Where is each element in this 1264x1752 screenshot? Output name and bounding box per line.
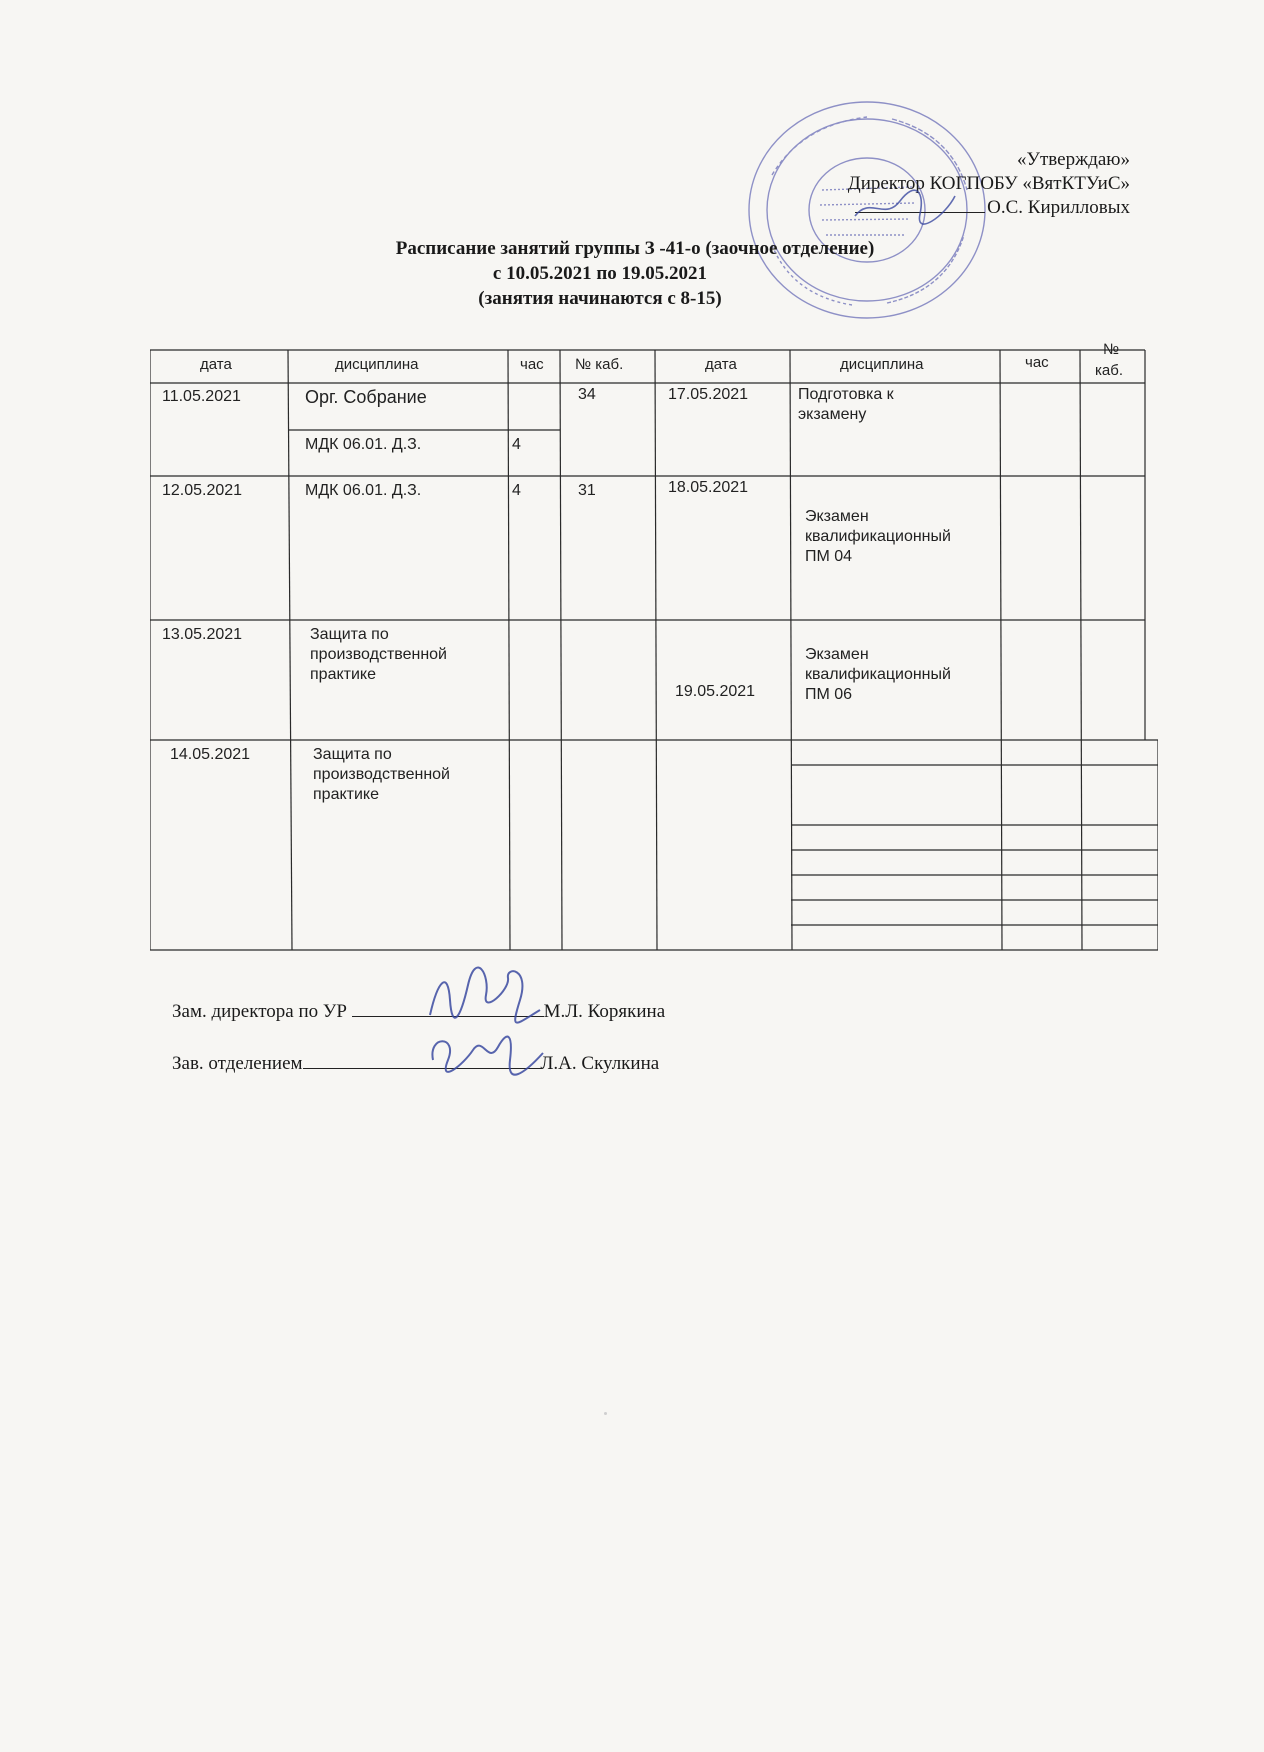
row1-room: 34 xyxy=(578,386,596,403)
row2-discipline: МДК 06.01. Д.З. xyxy=(305,482,422,499)
row1-discipline-1: Орг. Собрание xyxy=(305,387,427,407)
heading-start-time: (занятия начинаются с 8-15) xyxy=(478,288,722,309)
row3-discipline-line2: производственной xyxy=(310,646,447,663)
right-row3-discipline-line3: ПМ 06 xyxy=(805,686,853,703)
right-row3-discipline-line1: Экзамен xyxy=(805,646,869,663)
right-row3-date: 19.05.2021 xyxy=(675,683,756,700)
right-row1-discipline-line1: Подготовка к xyxy=(798,386,894,403)
right-row3-discipline-line2: квалификационный xyxy=(805,666,951,683)
row2-room: 31 xyxy=(578,482,596,499)
row3-discipline-line3: практике xyxy=(310,666,376,683)
table-grid-lines xyxy=(150,335,1158,955)
right-row2-discipline-line2: квалификационный xyxy=(805,528,951,545)
deputy-label: Зам. директора по УР xyxy=(172,1001,347,1022)
deputy-name: М.Л. Корякина xyxy=(543,1001,666,1022)
right-row1-date: 17.05.2021 xyxy=(668,386,749,403)
row3-discipline xyxy=(310,625,447,685)
row4-date: 14.05.2021 xyxy=(170,746,251,763)
header-room-left: № каб. xyxy=(575,356,624,373)
row1-date: 11.05.2021 xyxy=(162,388,241,405)
right-row2-discipline-line1: Экзамен xyxy=(805,508,869,525)
approval-title: «Утверждаю» xyxy=(1017,149,1130,170)
approval-position: Директор КОГПОБУ «ВятКТУиС» xyxy=(847,173,1130,194)
right-row1-discipline-line2: экзамену xyxy=(798,406,867,423)
row2-date: 12.05.2021 xyxy=(162,482,243,499)
header-date-right: дата xyxy=(705,356,737,373)
header-hours-left: час xyxy=(520,356,544,373)
row3-date: 13.05.2021 xyxy=(162,626,243,643)
row1-discipline-2: МДК 06.01. Д.З. xyxy=(305,436,422,453)
approval-signer-name: О.С. Кирилловых xyxy=(987,197,1130,218)
head-label: Зав. отделением xyxy=(172,1053,303,1074)
row1-hours-2: 4 xyxy=(512,436,521,453)
header-date-left: дата xyxy=(200,356,232,373)
header-room-right-no: № xyxy=(1103,341,1120,358)
head-signature-icon xyxy=(418,1025,548,1080)
head-signature-line xyxy=(172,1050,659,1076)
header-discipline-left: дисциплина xyxy=(335,356,419,373)
row2-hours: 4 xyxy=(512,482,521,499)
head-name: Л.А. Скулкина xyxy=(540,1053,660,1074)
director-signature-icon xyxy=(850,186,960,226)
row4-discipline-line2: производственной xyxy=(313,766,450,783)
right-row2-discipline xyxy=(805,507,951,567)
header-hours-right: час xyxy=(1025,354,1049,371)
heading-title: Расписание занятий группы З -41-о (заочное отделение) xyxy=(395,238,875,259)
right-row1-discipline xyxy=(798,385,894,425)
row4-discipline xyxy=(313,745,450,805)
deputy-signature-icon xyxy=(420,960,550,1030)
deputy-signature-line xyxy=(172,998,665,1024)
right-row2-date: 18.05.2021 xyxy=(668,479,749,496)
scan-speck xyxy=(604,1412,607,1415)
right-row2-discipline-line3: ПМ 04 xyxy=(805,548,853,565)
schedule-heading xyxy=(250,236,950,311)
schedule-table xyxy=(150,335,1158,955)
row4-discipline-line1: Защита по xyxy=(313,746,392,763)
row4-discipline-line3: практике xyxy=(313,786,379,803)
header-discipline-right: дисциплина xyxy=(840,356,924,373)
heading-dates: с 10.05.2021 по 19.05.2021 xyxy=(492,263,708,284)
header-room-right-cab: каб. xyxy=(1095,362,1123,379)
row3-discipline-line1: Защита по xyxy=(310,626,389,643)
right-row3-discipline xyxy=(805,645,951,705)
